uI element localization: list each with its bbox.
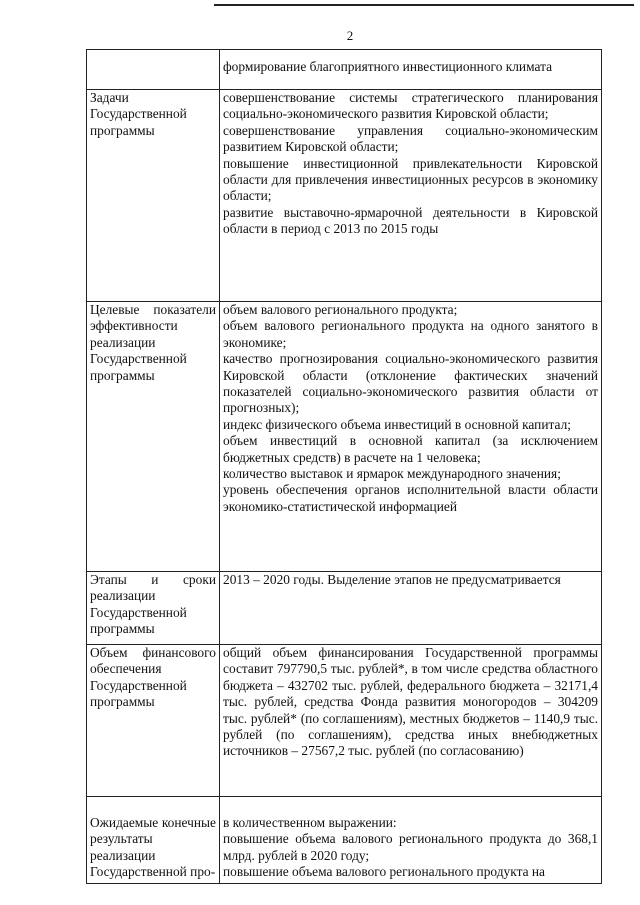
content-paragraph: объем инвестиций в основной капитал (за исключением бюджетных средств) в расчете на 1 человека; <box>223 433 598 465</box>
table-row <box>87 645 602 797</box>
content-paragraph: формирование благоприятного инвестиционного климата <box>223 59 553 74</box>
row-content <box>220 572 602 645</box>
content-paragraph: повышение объема валового регионального продукта до 368,1 млрд. рублей в 2020 году; <box>223 831 598 863</box>
content-paragraph: объем валового регионального продукта; <box>223 302 458 317</box>
content-paragraph: повышение инвестиционной привлекательности Кировской области для привлечения инвестиционных ресурсов в экономику области; <box>223 155 598 204</box>
content-paragraph: общий объем финансирования Государственной программы составит 797790,5 тыс. рублей*, в том числе средства областного бюджета – 432702 тыс. рублей, федерального бюджета – 32171,4 тыс. рублей, средства Фонда развития моногородов – 304209 тыс. рублей* (по соглашениям), местных бюджетов – 1140,9 тыс. рублей (по соглашениям), средства иных внебюджетных источников – 27567,2 тыс. рублей (по согласованию) <box>223 645 598 759</box>
page-number: 2 <box>346 28 354 43</box>
row-label: Задачи Государственной программы <box>87 90 220 302</box>
table-row <box>87 572 602 645</box>
content-paragraph: уровень обеспечения органов исполнительной власти области экономико-статистической информацией <box>223 482 598 514</box>
content-paragraph: совершенствование системы стратегического планирования социально-экономического развития Кировской области; <box>223 90 598 122</box>
row-content <box>220 302 602 572</box>
content-paragraph: развитие выставочно-ярмарочной деятельности в Кировской области в период с 2013 по 2015 годы <box>223 204 598 237</box>
top-rule <box>214 4 634 6</box>
content-paragraph: 2013 – 2020 годы. Выделение этапов не предусматривается <box>223 572 561 587</box>
row-content <box>220 50 602 90</box>
table-row <box>87 50 602 90</box>
row-content <box>220 797 602 884</box>
content-paragraph: объем валового регионального продукта на одного занятого в экономике; <box>223 318 598 350</box>
table-row <box>87 797 602 884</box>
row-label: Этапы и сроки реализации Государственной программы <box>87 572 220 645</box>
content-paragraph: повышение объема валового регионального продукта на <box>223 864 545 880</box>
table-row <box>87 90 602 302</box>
row-label: Объем финансового обеспечения Государственной программы <box>87 645 220 797</box>
row-label: Ожидаемые конечные результаты реализации Государственной про- <box>87 797 220 884</box>
content-paragraph: количество выставок и ярмарок международного значения; <box>223 466 561 482</box>
row-content <box>220 90 602 302</box>
content-paragraph: в количественном выражении: <box>223 815 397 830</box>
table-row <box>87 302 602 572</box>
row-content <box>220 645 602 797</box>
content-paragraph: индекс физического объема инвестиций в основной капитал; <box>223 416 571 432</box>
row-label: Целевые показатели эффективности реализации Государственной программы <box>87 302 220 572</box>
program-passport-table <box>86 49 602 884</box>
content-paragraph: качество прогнозирования социально-экономического развития Кировской области (отклонение фактических значений показателей социально-экономического развития области от прогнозных); <box>223 351 598 416</box>
row-label <box>87 50 220 90</box>
content-paragraph: совершенствование управления социально-экономическим развитием Кировской области; <box>223 122 598 155</box>
